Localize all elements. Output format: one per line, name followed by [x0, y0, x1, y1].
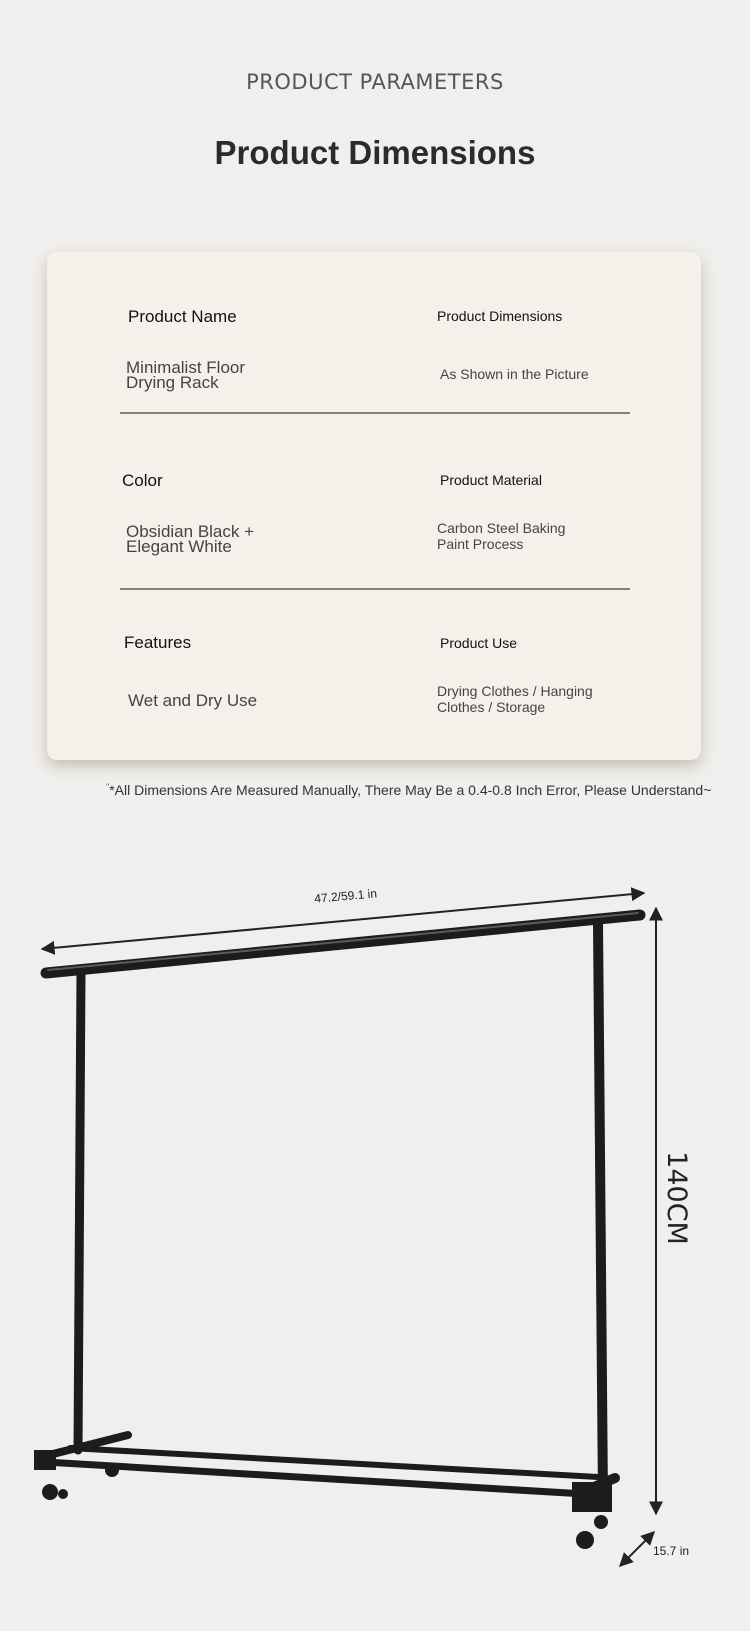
right-foot-block: [572, 1482, 612, 1512]
measurement-note: [106, 782, 711, 798]
caster-wheel: [42, 1484, 58, 1500]
spec-value-line: Drying Clothes / Hanging: [437, 683, 593, 699]
bottom-rail-front: [45, 1462, 585, 1494]
drying-rack-diagram: [0, 850, 750, 1631]
spec-card: [47, 252, 701, 760]
depth-label: 15.7 in: [653, 1544, 690, 1558]
spec-value-product-name: [126, 360, 245, 390]
divider: [120, 412, 630, 414]
top-rail: [46, 915, 640, 973]
width-label: 47.2/59.1 in: [313, 886, 378, 906]
spec-value-line: Drying Rack: [126, 373, 219, 392]
left-foot-block: [34, 1450, 56, 1470]
spec-value-product-dimensions: As Shown in the Picture: [440, 366, 589, 382]
spec-value-line: Clothes / Storage: [437, 699, 546, 715]
right-post: [598, 923, 603, 1500]
spec-value-line: Carbon Steel Baking: [437, 520, 566, 536]
spec-value-line: Minimalist Floor: [126, 358, 246, 377]
spec-value-line: Paint Process: [437, 536, 524, 552]
bottom-rail-back: [70, 1448, 598, 1477]
spec-value-line: Obsidian Black +: [126, 522, 255, 541]
note-text: *All Dimensions Are Measured Manually, There May Be a 0.4-0.8 Inch Error, Please Understand~: [109, 782, 712, 798]
spec-label-product-material: Product Material: [440, 472, 542, 488]
section-label: PRODUCT PARAMETERS: [246, 70, 504, 94]
spec-value-color: [126, 524, 254, 554]
spec-value-product-material: [437, 520, 565, 552]
spec-label-product-use: Product Use: [440, 635, 518, 651]
divider: [120, 588, 630, 590]
caster-wheel: [58, 1489, 68, 1499]
depth-arrow: [620, 1532, 654, 1566]
left-post: [78, 973, 81, 1450]
spec-value-features: Wet and Dry Use: [128, 691, 258, 710]
spec-value-product-use: [437, 683, 593, 715]
caster-wheel: [594, 1515, 608, 1529]
spec-label-product-name: Product Name: [128, 307, 237, 326]
note-prefix: ": [106, 782, 110, 792]
height-label: 140CM: [661, 1151, 692, 1245]
caster-wheel: [105, 1463, 119, 1477]
spec-label-color: Color: [122, 471, 163, 490]
spec-label-product-dimensions: Product Dimensions: [437, 308, 563, 324]
caster-wheel: [576, 1531, 594, 1549]
spec-label-features: Features: [124, 633, 192, 652]
rack-frame: [45, 913, 640, 1500]
spec-value-line: Elegant White: [126, 537, 232, 556]
page-title: Product Dimensions: [214, 134, 536, 171]
